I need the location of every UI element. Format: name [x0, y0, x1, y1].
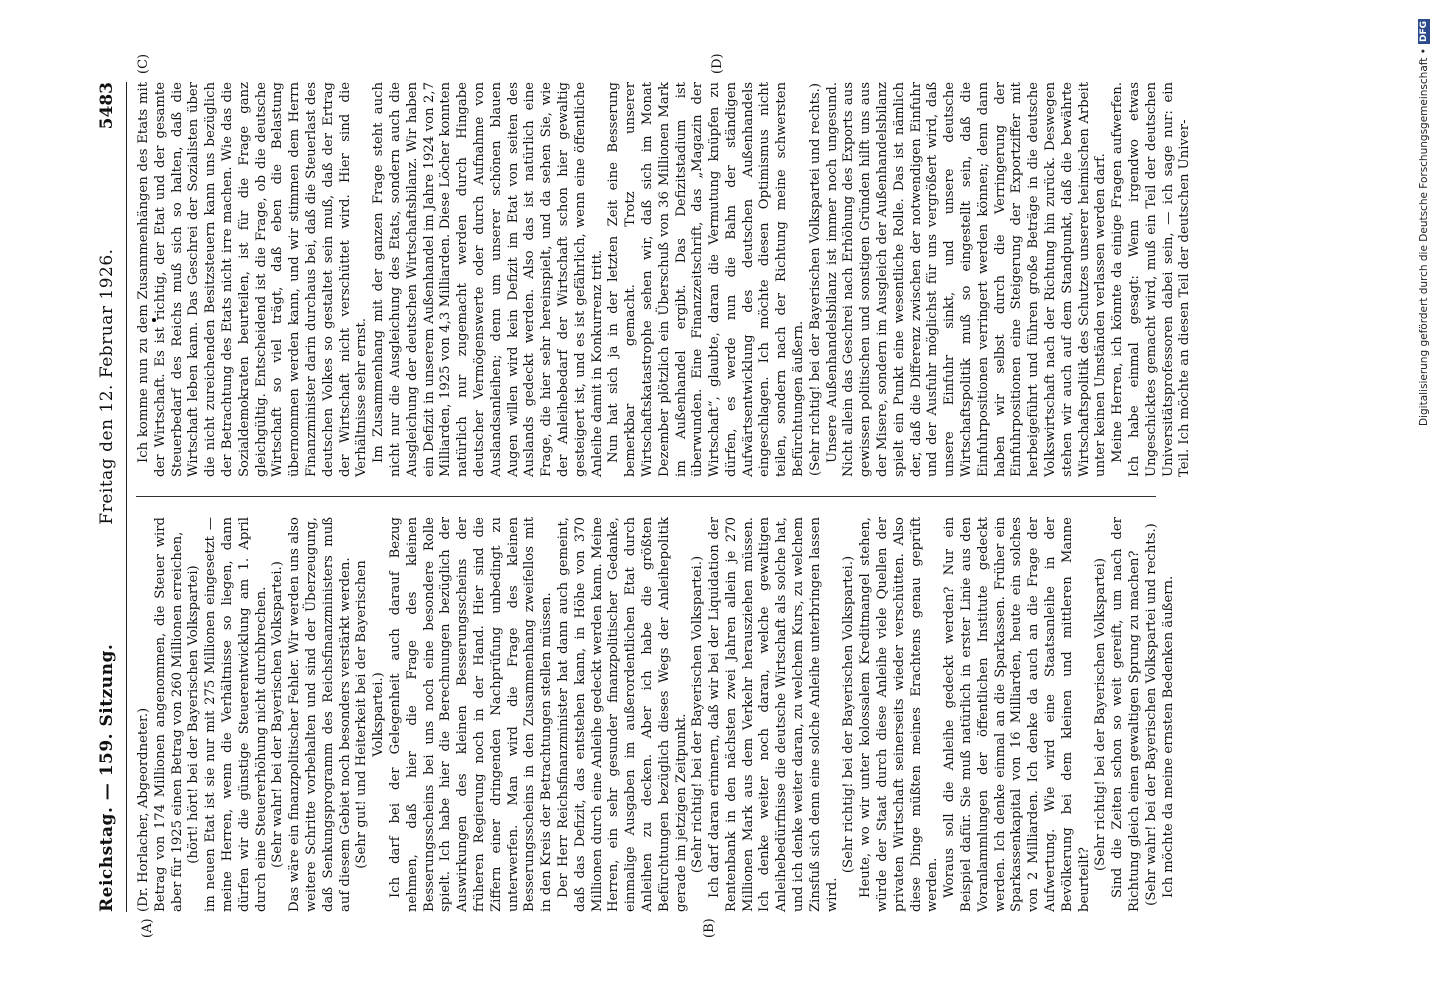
- paragraph: (Sehr gut! und Heiterkeit bei der Bayerischen Volkspartei.): [354, 560, 387, 869]
- paragraph: Ich komme nun zu dem Zusammenhängen des Etats mit der Wirtschaft. Es ist richtig, der Etat und der gesamte Steuerbedarf des Reichs muß sich so halten, daß die Wirtschaft leben kann. Das Geschrei der Sozialisten über die nicht zureichenden Besitzsteuern kann uns bezüglich der Betrachtung des Etats nicht irre machen. Wie das die Sozialdemokraten beurteilen, ist für die Frage ganz gleichgültig. Entscheidend ist die Frage, ob die deutsche Wirtschaft so viel trägt, daß eben die Belastung übernommen werden kann, und wir stimmen dem Herrn Finanzminister darin durchaus bei, daß die Steuerlast des deutschen Volkes so gestaltet sein muß, daß der Ertrag der Wirtschaft nicht verschüttet wird. Hier sind die Verhältnisse sehr ernst.: [136, 82, 370, 477]
- paragraph: Ich darf bei der Gelegenheit auch darauf Bezug nehmen, daß hier die Frage des kleinen Besserungsscheins bei uns noch eine besondere Rolle spielt. Ich habe hier die Berechnungen bezüglich der Auswirkungen des kleinen Besserungsscheins der früheren Regierung noch in der Hand. Hier sind die Ziffern einer dringenden Nachprüfung unbedingt zu unterwerfen. Man wird die Frage des kleinen Besserungsscheins in den Zusammenhang zweifellos mit in den Kreis der Betrachtungen stellen müssen.: [387, 517, 555, 912]
- paragraph: Meine Herren, ich könnte da einige Fragen aufwerfen. Ich habe einmal gesagt: Wenn irgendwo etwas Ungeschicktes gemacht wird, muß ein Teil der deutschen Universitätsprofessoren dabei sein, — ich sage nur: ein Teil. Ich möchte an diesen Teil der deutschen Univer-: [1110, 82, 1193, 477]
- dfg-logo: DFG: [1419, 21, 1429, 43]
- paragraph: im neuen Etat ist sie nur mit 275 Millionen eingesetzt — meine Herren, wenn die Verhältnisse so liegen, dann dürfen wir die günstige Steuerentwicklung am 1. April durch eine Steuererhöhung nicht durchbrechen.: [203, 517, 269, 912]
- paragraph: Im Zusammenhang mit der ganzen Frage steht auch nicht nur die Ausgleichung des Etats, sondern auch die Ausgleichung der deutschen Wirtschaftsbilanz. Wir haben ein Defizit in unserem Außenhandel im Jahre 1924 von 2,7 Milliarden, 1925 von 4,3 Milliarden. Diese Löcher konnten natürlich nur zugemacht werden durch Hingabe deutscher Vermögenswerte oder durch Aufnahme von Auslandsanleihen; denn um unserer schönen blauen Augen willen wird kein Defizit im Etat von seiten des Auslands gedeckt werden. Also das ist natürlich eine Frage, die hier sehr hereinspielt, und da sehen Sie, wie der Anleihebedarf der Wirtschaft schon hier gewaltig gesteigert ist, und es ist gefährlich, wenn eine öffentliche Anleihe damit in Konkurrenz tritt.: [371, 82, 605, 477]
- paragraph: Woraus soll die Anleihe gedeckt werden? Nur ein Beispiel dafür. Sie muß natürlich in erster Linie aus den Voranlammlungen der öffentlichen Institute gedeckt werden. Ich denke einmal an die Sparkassen. Früher ein Sparkassenkapital von 16 Milliarden, heute ein solches von 2 Milliarden. Ich denke da auch an die Frage der Aufwertung. Wie wird eine Staatsanleihe in der Bevölkerung bei dem kleinen und mittleren Manne beurteilt?: [942, 517, 1092, 912]
- right-column: [136, 82, 1194, 477]
- margin-mark-d: (D): [710, 53, 725, 74]
- paragraph: (Sehr richtig! bei der Bayerischen Volkspartei und rechts.): [807, 82, 823, 477]
- paragraph: (Sehr richtig! bei der Bayerischen Volkspartei.): [841, 555, 857, 874]
- header-rule: [126, 82, 127, 912]
- paragraph: Unsere Außenhandelsbilanz ist immer noch ungesund. Nicht allein das Geschrei nach Erhöhung des Exports aus gewissen politischen und sonstigen Gründen hilft uns aus der Misere, sondern im Ausgleich der Außenhandelsbilanz spielt ein Punkt eine wesentliche Rolle. Das ist nämlich der, daß die Differenz zwischen der notwendigen Einfuhr und der Ausfuhr möglichst für uns vergrößert wird, daß unsere Einfuhr sinkt, und unsere deutsche Wirtschaftspolitik muß so eingestellt sein, daß die Einfuhrpositionen verringert werden können; denn dann haben wir selbst durch die Verringerung der Einfuhrpositionen eine Steigerung der Exportziffer mit herbeigeführt und führen große Beträge in die deutsche Volkswirtschaft nach der Richtung hin zurück. Deswegen stehen wir auch auf dem Standpunkt, daß die bewährte Wirtschaftspolitik des Schutzes unserer heimischen Arbeit unter keinen Umständen verlassen werden darf.: [824, 82, 1109, 477]
- paragraph: Ich möchte da meine ernsten Bedenken äußern.: [1160, 575, 1176, 898]
- left-column: [136, 517, 1177, 912]
- header-session: Reichstag. — 159. Sitzung.: [97, 643, 117, 912]
- page-header: [90, 82, 124, 912]
- margin-mark-c: (C): [136, 53, 151, 74]
- page-number: 5483: [97, 82, 117, 130]
- paragraph: Der Herr Reichsfinanzminister hat dann auch gemeint, daß das Defizit, das entstehen kann, in Höhe von 370 Millionen durch eine Anleihe gedeckt werden kann. Meine Herren, ein sehr gesunder finanzpolitischer Gedanke, einmalige Ausgaben im außerordentlichen Etat durch Anleihen zu decken. Aber ich habe die größten Befürchtungen bezüglich dieses Wegs der Anleihepolitik gerade im jetzigen Zeitpunkt.: [555, 517, 689, 912]
- paragraph: (Sehr wahr! bei der Bayerischen Volkspartei.): [270, 561, 286, 868]
- digitization-note: [1418, 6, 1430, 426]
- document-page: [90, 53, 1193, 938]
- paragraph: Sind die Zeiten schon so weit gereift, um nach der Richtung gleich einen gewaltigen Sprung zu machen?: [1110, 517, 1143, 912]
- paragraph: (Sehr wahr! bei der Bayerischen Volkspartei und rechts.): [1143, 523, 1159, 906]
- paragraph: (Sehr richtig! bei der Bayerischen Volkspartei): [1093, 558, 1109, 871]
- paragraph: (hört! hört! bei der Bayerischen Volkspartei): [186, 565, 202, 864]
- header-date: Freitag den 12. Februar 1926.: [97, 248, 117, 525]
- paragraph: Heute, wo wir unter kolossalem Kreditmangel stehen, würde der Staat durch diese Anleihe viele Quellen der privaten Wirtschaft seinerseits wieder verschütten. Also diese Dinge müßten meines Erachtens genau geprüft werden.: [858, 517, 941, 912]
- paragraph: (Dr. Horlacher, Abgeordneter.): [136, 707, 151, 912]
- digitization-text: Digitalisierung gefördert durch die Deutsche Forschungsgemeinschaft •: [1418, 48, 1430, 426]
- paragraph: Betrag von 174 Millionen angenommen, die Steuer wird aber für 1925 einen Betrag von 260 Millionen erreichen,: [152, 517, 185, 912]
- column-separator: [136, 496, 1156, 497]
- margin-mark-a: (A): [140, 918, 155, 938]
- margin-mark-b: (B): [702, 918, 717, 938]
- paragraph: Ich darf daran erinnern, daß wir bei der Liquidation der Rentenbank in den nächsten zwei Jahren allein je 270 Millionen Mark aus dem Verkehr herausziehen müssen. Ich denke weiter noch daran, welche gewaltigen Anleihebedürfnisse die deutsche Wirtschaft als solche hat, und ich denke weiter daran, zu welchem Kurs, zu welchem Zinsfuß sich denn eine solche Anleihe unterbringen lassen wird.: [707, 517, 840, 912]
- paragraph: Nun hat sich ja in der letzten Zeit eine Besserung bemerkbar gemacht. Trotz unserer Wirtschaftskatastrophe sehen wir, daß sich im Monat Dezember plötzlich ein Überschuß von 36 Millionen Mark im Außenhandel ergibt. Das Defizitstadium ist überwunden. Eine Finanzzeitschrift, das „Magazin der Wirtschaft“, glaubte, daran die Vermutung knüpfen zu dürfen, es werde nun die Bahn der ständigen Aufwärtsentwicklung des deutschen Außenhandels eingeschlagen. Ich möchte diesen Optimismus nicht teilen, sondern nach der Richtung meine schwersten Befürchtungen äußern.: [606, 82, 807, 477]
- paragraph: (Sehr richtig! bei der Bayerischen Volkspartei.): [690, 555, 706, 874]
- paragraph: Das wäre ein finanzpolitischer Fehler. Wir werden uns also weitere Schritte vorbehalten und sind der Überzeugung, daß Senkungsprogramm des Reichsfinanzministers muß auf diesem Gebiet noch besonders verstärkt werden.: [287, 517, 353, 912]
